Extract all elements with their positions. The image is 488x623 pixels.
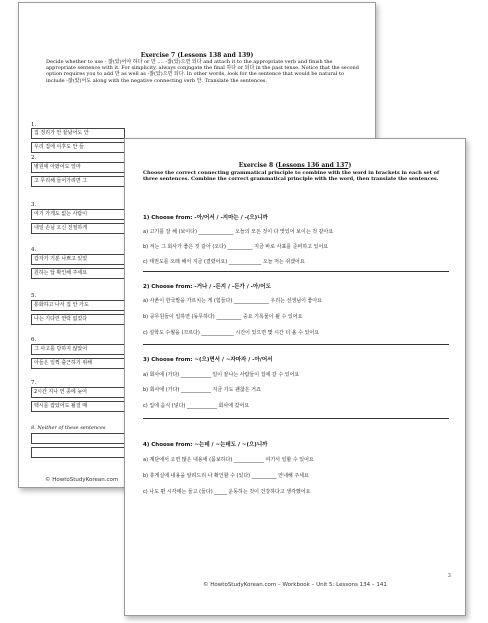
question-3-heading: 3) Choose from: ~(으)면서 / ~자마자 / -아/어서 [143, 357, 273, 363]
question-1c: c) 태권도를 오래 해서 지금 (결렸어요) _____________ 오늘 저는 쉬겠어요 [143, 259, 305, 265]
back-item-number: 6. [31, 337, 37, 343]
question-3b: b) 회사에 (가다) ____________ 지금 가도 괜찮은 거죠 [143, 387, 261, 393]
section-divider [143, 344, 449, 345]
question-4-heading: 4) Choose from: ~는데 / ~는데도 / ~(으)니까 [143, 442, 268, 448]
back-note: 8. Neither of these sentences [31, 425, 106, 431]
back-instructions: Decide whether to use - 잖(았)어야 하다 or 만 .... -잖(았)으면 되다 and attach it to the appropriate verb and finish the appropriate sentence with it. For simplicity, always conjugate the final 하다 or 되다 in the past tense. Notice that the second option requires you to add 만 as well as -잖(았)으면 되다. In other words, look for the sentence that would be natural to include -잖(았)어도 along with the negative connecting verb 안. Translate the sentences. [46, 59, 359, 84]
back-footer: © HowtoStudyKorean.com [45, 477, 119, 483]
back-answer-box: 통화하고 나서 집 안 가도 [31, 300, 125, 311]
section-divider [143, 271, 449, 272]
back-item-number: 4. [31, 247, 37, 253]
section-divider [143, 418, 449, 419]
question-1b: b) 저는 그 회사가 좋은 것 같아 (오다) __________ 지금 바로 사표를 준비하고 있어요 [143, 244, 329, 250]
back-answer-box: 병원에 아팠어도 얼마 [31, 162, 125, 173]
front-exercise-title [125, 162, 465, 169]
title-suffix: ) [348, 162, 352, 169]
back-exercise-title: Exercise 7 (Lessons 138 and 139) [140, 52, 254, 59]
back-item-number: 7. [31, 380, 37, 386]
question-2-heading: 2) Choose from: -거나 / -든지 / -든가 / -아/어도 [143, 284, 271, 290]
back-item-number: 5. [31, 293, 37, 299]
back-item-number: 2. [31, 155, 37, 161]
back-answer-box: 우리 집에 이후도 안 들 [31, 142, 125, 153]
page-number: 3 [447, 573, 451, 579]
question-3c: c) 입에 음식 (넣다) ____________ 회사에 갔어요 [143, 403, 250, 409]
back-answer-box: 원하는 답 확인해 주세요 [31, 268, 125, 279]
question-4c: c) 나도 편 시각에는 들고 (들다) _____ 운동하는 것이 건강하다고 생각했어요 [143, 489, 311, 495]
back-answer-box [31, 433, 125, 444]
front-instructions: Choose the correct connecting grammatical principle to combine with the word in brackets in each set of three sentences. Combine the correct grammatical principle with the word, then translate the sentences. [143, 170, 440, 183]
question-2c: c) 설학도 수월을 (끄르다) _____________ 시간이 있으면 몇 시간 더 올 수 있어요 [143, 330, 320, 336]
back-answer-box: 택시를 잡았어도 될걸 때 [31, 401, 125, 412]
back-answer-box: 나는 기다린 연락 없었다 [31, 314, 125, 325]
back-answer-box: 내일 손님 오신 친절하게 [31, 223, 125, 234]
title-prefix: Exercise 8 ( [238, 162, 279, 169]
back-answer-box [31, 447, 125, 458]
question-4a: a) 계단에서 오면 많은 내용에 (몸보하다) ____________ 여기서 일할 수 있어요 [143, 457, 314, 463]
back-answer-box: 그 사고를 당하지 않았어 [31, 344, 125, 355]
back-item-number: 1. [31, 122, 37, 128]
question-2a: a) 사촌이 한국말을 가르치는 게 (힘들다) ______________ 우리는 선생님이 좋아요 [143, 298, 322, 304]
back-answer-box: 여기 가게도 없는 사람이 [31, 209, 125, 220]
question-1-heading: 1) Choose from: -아/어서 / -지마는 / -(으)니까 [143, 215, 268, 221]
question-3a: a) 회사에 (가다) ____________ 일이 끝나는 사람들이 집에 갈 수 있어요 [143, 372, 300, 378]
question-2b: b) 공무원들이 일하면 (동무하다) __________ 중요 기록물이 될 수 있어요 [143, 314, 303, 320]
front-worksheet-page [124, 138, 466, 616]
question-1a: a) 고기를 잘 해 (보이다) ______________ 오늘의 모든 것이 다 맛있어 보이는 것 같아요 [143, 229, 334, 235]
back-item-number: 3. [31, 202, 37, 208]
back-answer-box: 갑자기 기분 나쁘고 있었 [31, 254, 125, 265]
back-answer-box: 고 무리해 들어가려면 그 [31, 176, 125, 187]
title-lesson: Lessons 136 and 137 [278, 162, 349, 169]
front-footer: © HowtoStudyKorean.com – Workbook – Unit 5: Lessons 134 – 141 [203, 582, 387, 588]
back-answer-box: 2시간 지나 연 종에 늦어 [31, 387, 125, 398]
question-4b: b) 휴게실에 내용을 알려드리 나 확인할 수 (있다) __________ 안내해 주세요 [143, 473, 309, 479]
back-answer-box: 아들은 일찍 출근하기 위해 [31, 358, 125, 369]
back-answer-box: 집 정리가 안 끝났어도 안 [31, 128, 125, 139]
